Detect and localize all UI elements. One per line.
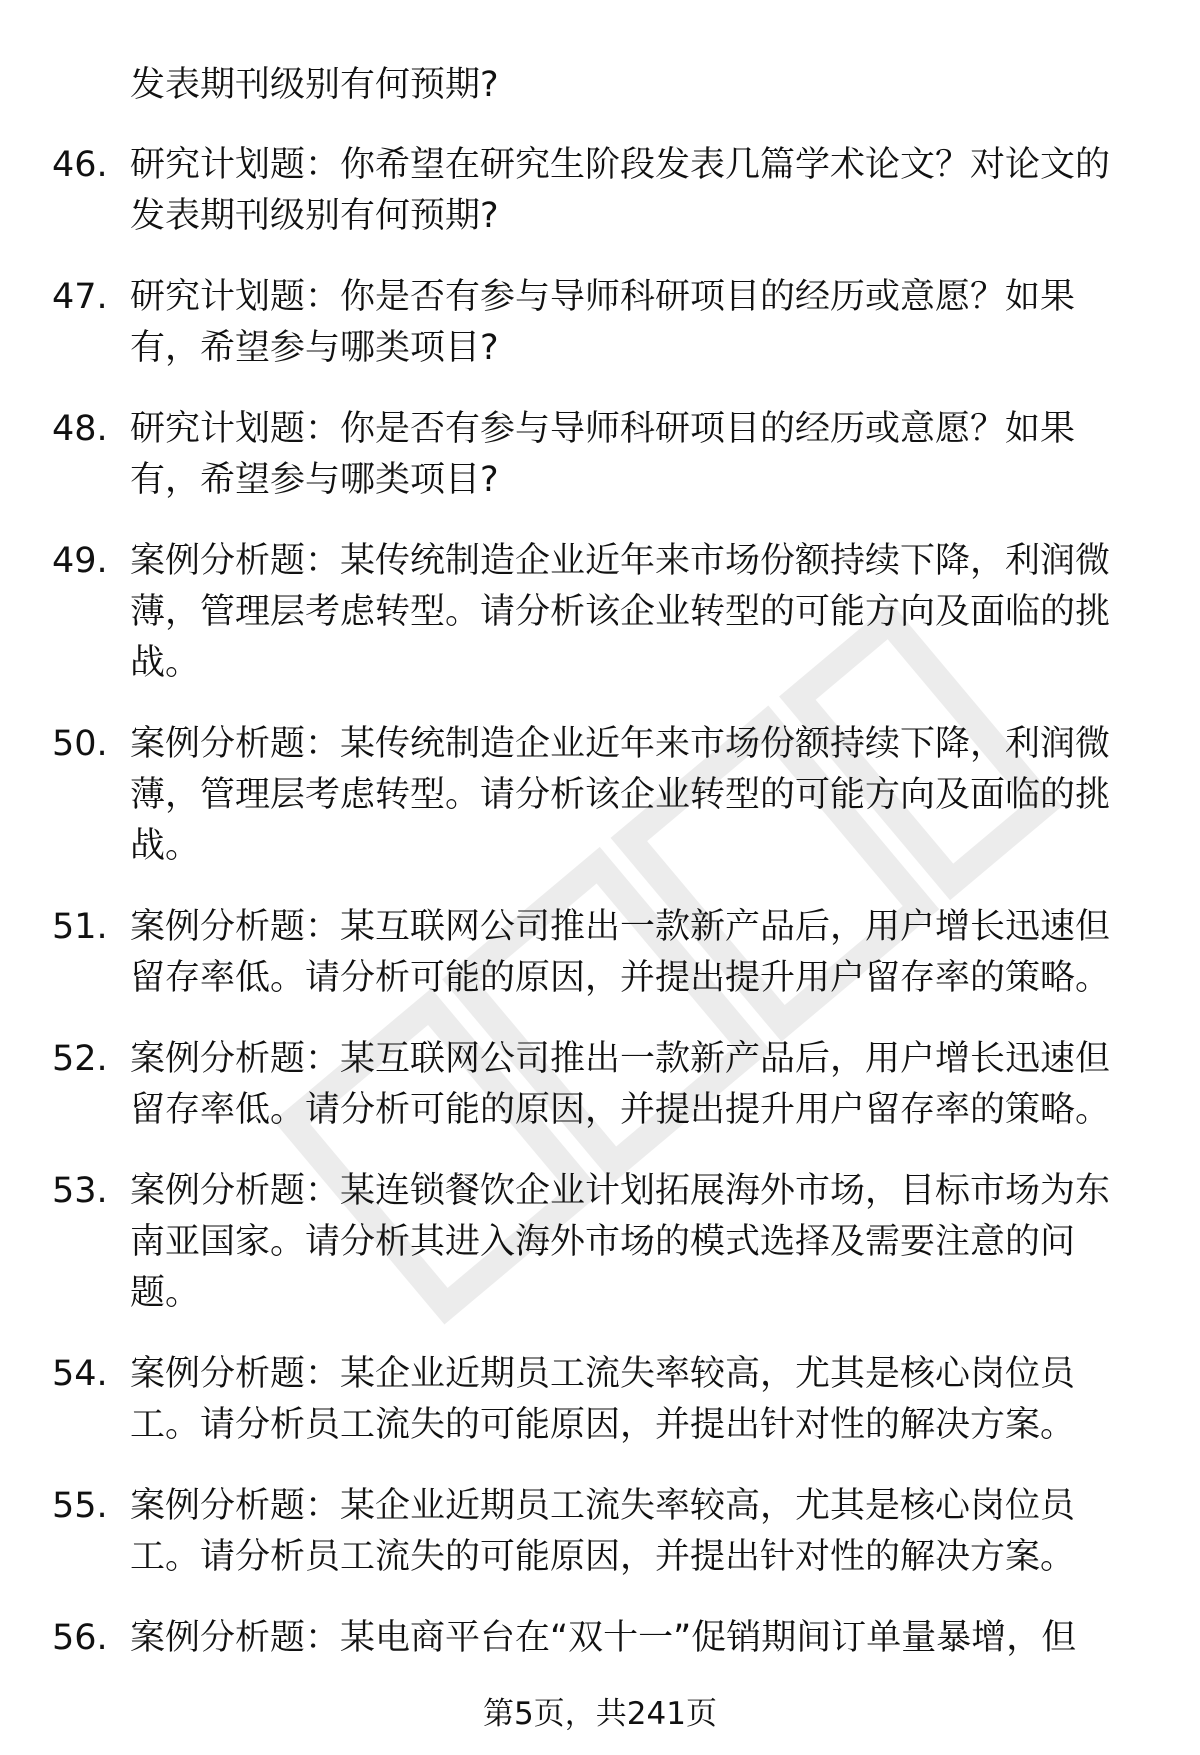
question-item bbox=[0, 1034, 1200, 1136]
question-text: 案例分析题：某企业近期员工流失率较高，尤其是核心岗位员工。请分析员工流失的可能原因，并提出针对性的解决方案。 bbox=[130, 1354, 1076, 1445]
continued-line bbox=[0, 60, 1200, 111]
question-text: 案例分析题：某互联网公司推出一款新产品后，用户增长迅速但留存率低。请分析可能的原因，并提出提升用户留存率的策略。 bbox=[130, 907, 1111, 998]
page-number-label: 第5页，共241页 bbox=[483, 1696, 717, 1732]
question-item bbox=[0, 902, 1200, 1004]
question-number: 48. bbox=[52, 409, 108, 449]
question-item bbox=[0, 1349, 1200, 1451]
question-text: 案例分析题：某互联网公司推出一款新产品后，用户增长迅速但留存率低。请分析可能的原因，并提出提升用户留存率的策略。 bbox=[130, 1039, 1111, 1130]
question-number: 51. bbox=[52, 907, 108, 947]
question-item bbox=[0, 1481, 1200, 1583]
question-text: 研究计划题：你希望在研究生阶段发表几篇学术论文？对论文的发表期刊级别有何预期? bbox=[130, 145, 1111, 236]
question-item bbox=[0, 536, 1200, 689]
question-number: 55. bbox=[52, 1486, 108, 1526]
question-text: 案例分析题：某传统制造企业近年来市场份额持续下降，利润微薄，管理层考虑转型。请分析该企业转型的可能方向及面临的挑战。 bbox=[130, 724, 1111, 866]
question-number: 52. bbox=[52, 1039, 108, 1079]
question-number: 54. bbox=[52, 1354, 108, 1394]
page-footer bbox=[0, 1694, 1200, 1734]
question-text: 案例分析题：某连锁餐饮企业计划拓展海外市场，目标市场为东南亚国家。请分析其进入海外市场的模式选择及需要注意的问题。 bbox=[130, 1171, 1111, 1313]
question-number: 56. bbox=[52, 1618, 108, 1658]
question-item bbox=[0, 1613, 1200, 1664]
question-number: 47. bbox=[52, 277, 108, 317]
question-item bbox=[0, 404, 1200, 506]
question-number: 50. bbox=[52, 724, 108, 764]
question-text: 案例分析题：某传统制造企业近年来市场份额持续下降，利润微薄，管理层考虑转型。请分析该企业转型的可能方向及面临的挑战。 bbox=[130, 541, 1111, 683]
question-item bbox=[0, 719, 1200, 872]
question-text: 案例分析题：某电商平台在“双十一”促销期间订单量暴增，但 bbox=[130, 1618, 1077, 1658]
question-number: 46. bbox=[52, 145, 108, 185]
question-list bbox=[0, 60, 1200, 1694]
question-item bbox=[0, 140, 1200, 242]
continued-text: 发表期刊级别有何预期? bbox=[130, 65, 499, 105]
question-item bbox=[0, 1166, 1200, 1319]
question-number: 53. bbox=[52, 1171, 108, 1211]
question-text: 研究计划题：你是否有参与导师科研项目的经历或意愿？如果有，希望参与哪类项目? bbox=[130, 409, 1076, 500]
question-number: 49. bbox=[52, 541, 108, 581]
question-text: 案例分析题：某企业近期员工流失率较高，尤其是核心岗位员工。请分析员工流失的可能原因，并提出针对性的解决方案。 bbox=[130, 1486, 1076, 1577]
question-item bbox=[0, 272, 1200, 374]
question-text: 研究计划题：你是否有参与导师科研项目的经历或意愿？如果有，希望参与哪类项目? bbox=[130, 277, 1076, 368]
